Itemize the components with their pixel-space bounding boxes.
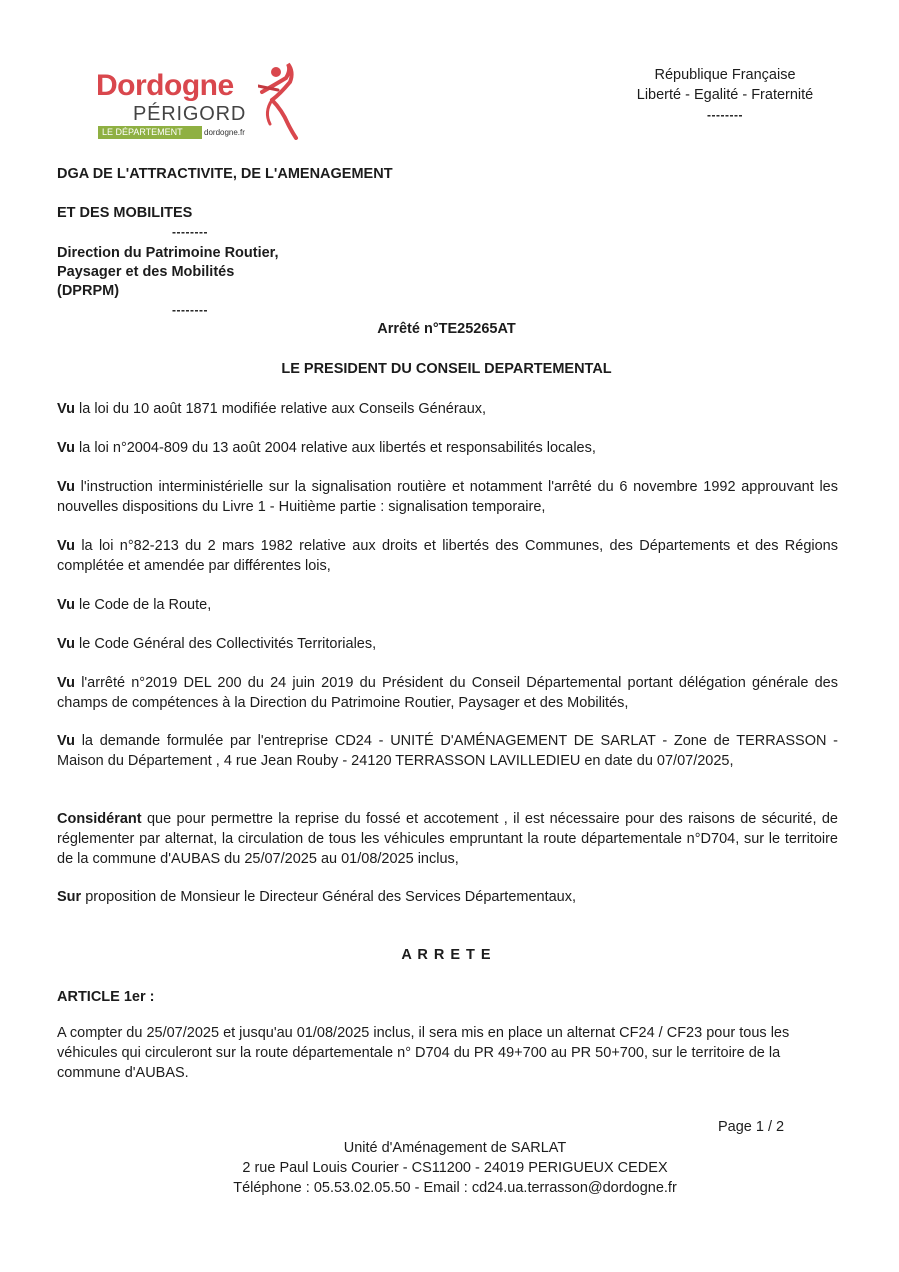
dga-title: DGA DE L'ATTRACTIVITE, DE L'AMENAGEMENT: [57, 166, 393, 182]
logo-bar: LE DÉPARTEMENT: [98, 126, 202, 139]
dancer-icon: [258, 62, 300, 140]
considerant-paragraph: Considérant que pour permettre la reprise du fossé et accotement , il est nécessaire pour des raisons de sécurité, de réglementer par alternat, la circulation de tous les véhicules empruntant la route départementale n°D704, sur le territoire de la commune d'AUBAS du 25/07/2025 au 01/08/2025 inclus,: [57, 811, 838, 867]
visa-paragraph: Vu la loi n°82-213 du 2 mars 1982 relative aux droits et libertés des Communes, des Départements et des Régions complétée et amendée par différentes lois,: [57, 538, 838, 574]
direction-line2: Paysager et des Mobilités: [57, 264, 235, 280]
article1-text: A compter du 25/07/2025 et jusqu'au 01/08/2025 inclus, il sera mis en place un alternat CF24 / CF23 pour tous les véhicules qui circuleront sur la route départementale n° D704 du PR 49+700 au PR 50+700, sur le territoire de la commune d'AUBAS.: [57, 1025, 790, 1081]
direction-line3: (DPRPM): [57, 283, 120, 299]
footer: [0, 1138, 899, 1198]
footer-unit: Unité d'Aménagement de SARLAT: [343, 1140, 567, 1156]
article1-title: ARTICLE 1er :: [57, 989, 155, 1005]
arrete-heading: A R R E T E: [401, 947, 492, 963]
president-title: LE PRESIDENT DU CONSEIL DEPARTEMENTAL: [281, 361, 612, 377]
separator: --------: [172, 303, 208, 317]
footer-contact: Téléphone : 05.53.02.05.50 - Email : cd24.ua.terrasson@dordogne.fr: [233, 1180, 677, 1196]
visa-paragraph: Vu la loi du 10 août 1871 modifiée relative aux Conseils Généraux,: [57, 401, 487, 417]
page-number: Page 1 / 2: [718, 1119, 785, 1135]
republic-separator: --------: [707, 108, 743, 122]
dordogne-logo: [96, 62, 301, 142]
visa-paragraph: Vu le Code de la Route,: [57, 597, 212, 613]
republic-motto: Liberté - Egalité - Fraternité: [636, 87, 814, 103]
republic-header: [600, 65, 850, 125]
visa-paragraph: Vu l'arrêté n°2019 DEL 200 du 24 juin 2019 du Président du Conseil Départemental portant délégation générale des champs de compétences à la Direction du Patrimoine Routier, Paysager et des Mobilités,: [57, 675, 838, 711]
republic-line1: République Française: [654, 67, 796, 83]
dga-title-2: ET DES MOBILITES: [57, 205, 193, 221]
arrete-number: Arrêté n°TE25265AT: [377, 321, 516, 337]
direction-line1: Direction du Patrimoine Routier,: [57, 245, 279, 261]
logo-name: Dordogne: [96, 69, 234, 102]
footer-address: 2 rue Paul Louis Courier - CS11200 - 24019 PERIGUEUX CEDEX: [242, 1160, 668, 1176]
visa-paragraph: Vu la demande formulée par l'entreprise CD24 - UNITÉ D'AMÉNAGEMENT DE SARLAT - Zone de TERRASSON - Maison du Département , 4 rue Jean Rouby - 24120 TERRASSON LAVILLEDIEU en date du 07/07/2025,: [57, 733, 838, 769]
visa-paragraph: Vu la loi n°2004-809 du 13 août 2004 relative aux libertés et responsabilités locales,: [57, 440, 596, 456]
logo-site: dordogne.fr: [204, 128, 245, 137]
visa-paragraph: Vu l'instruction interministérielle sur la signalisation routière et notamment l'arrêté du 6 novembre 1992 approuvant les nouvelles dispositions du Livre 1 - Huitième partie : signalisation temporaire,: [57, 479, 838, 515]
proposition-paragraph: Sur proposition de Monsieur le Directeur Général des Services Départementaux,: [57, 889, 577, 905]
separator: --------: [172, 225, 208, 239]
logo-subtitle: PÉRIGORD: [133, 103, 247, 125]
visa-paragraph: Vu le Code Général des Collectivités Territoriales,: [57, 636, 377, 652]
